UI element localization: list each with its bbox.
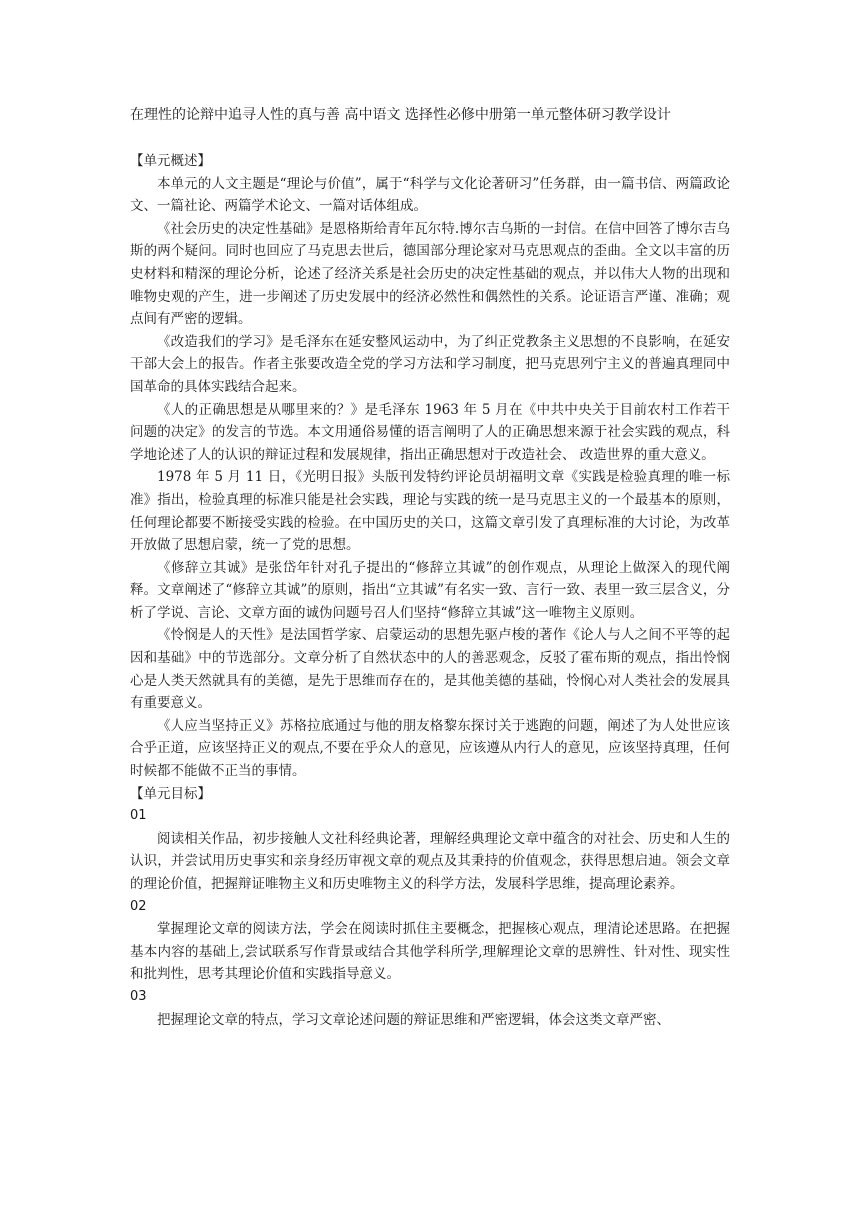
document-title: 在理性的论辩中追寻人性的真与善 高中语文 选择性必修中册第一单元整体研习教学设计	[130, 107, 671, 123]
overview-paragraph: 《人的正确思想是从哪里来的？》是毛泽东 1963 年 5 月在《中共中央关于目前农村工作若干问题的决定》的发言的节选。本文用通俗易懂的语言阐明了人的正确思想来源于社会实践的观点，科学地论述了人的认识的辩证过程和发展规律，指出正确思想对于改造社会、 改造世界的重大意义。	[130, 401, 730, 463]
goal-text: 掌握理论文章的阅读方法，学会在阅读时抓住主要概念，把握核心观点，理清论述思路。在把握基本内容的基础上,尝试联系写作背景或结合其他学科所学,理解理论文章的思辨性、针对性、现实性和批判性，思考其理论价值和实践指导意义。	[130, 921, 730, 983]
overview-paragraph: 《社会历史的决定性基础》是恩格斯给青年瓦尔特.博尔吉乌斯的一封信。在信中回答了博尔吉乌斯的两个疑问。同时也回应了马克思去世后，德国部分理论家对马克思观点的歪曲。全文以丰富的历史材料和精深的理论分析，论述了经济关系是社会历史的决定性基础的观点，并以伟大人物的出现和唯物史观的产生，进一步阐述了历史发展中的经济必然性和偶然性的关系。论证语言严谨、准确；观点间有严密的逻辑。	[130, 220, 730, 328]
goal-text: 阅读相关作品，初步接触人文社科经典论著，理解经典理论文章中蕴含的对社会、历史和人生的认识，并尝试用历史事实和亲身经历审视文章的观点及其秉持的价值观念，获得思想启迪。领会文章的理论价值，把握辩证唯物主义和历史唯物主义的科学方法，发展科学思维，提高理论素养。	[130, 830, 730, 892]
overview-paragraph: 《改造我们的学习》是毛泽东在延安整风运动中，为了纠正党教条主义思想的不良影响，在延安干部大会上的报告。作者主张要改造全党的学习方法和学习制度，把马克思列宁主义的普遍真理同中国革命的具体实践结合起来。	[130, 333, 730, 395]
goal-number: 02	[130, 898, 147, 914]
overview-paragraph: 1978 年 5 月 11 日，《光明日报》头版刊发特约评论员胡福明文章《实践是检验真理的唯一标准》指出，检验真理的标准只能是社会实践，理论与实践的统一是马克思主义的一个最基本的原则，任何理论都要不断接受实践的检验。在中国历史的关口，这篇文章引发了真理标准的大讨论，为改革开放做了思想启蒙，统一了党的思想。	[130, 469, 730, 554]
overview-paragraph: 本单元的人文主题是“理论与价值”，属于“科学与文化论著研习”任务群，由一篇书信、两篇政论文、一篇社论、两篇学术论文、一篇对话体组成。	[130, 175, 730, 215]
goal-number: 03	[130, 988, 147, 1004]
document-body	[130, 150, 730, 1031]
goal-text: 把握理论文章的特点，学习文章论述问题的辩证思维和严密逻辑，体会这类文章严密、	[157, 1011, 670, 1028]
overview-paragraph: 《修辞立其诚》是张岱年针对孔子提出的“修辞立其诚”的创作观点，从理论上做深入的现代阐释。文章阐述了“修辞立其诚”的原则，指出“立其诚”有名实一致、言行一致、表里一致三层含义，分析了学说、言论、文章方面的诚伪问题号召人们坚持“修辞立其诚”这一唯物主义原则。	[130, 559, 730, 621]
overview-paragraph: 《怜悯是人的天性》是法国哲学家、启蒙运动的思想先驱卢梭的著作《论人与人之间不平等的起因和基础》中的节选部分。文章分析了自然状态中的人的善恶观念，反驳了霍布斯的观点，指出怜悯心是人类天然就具有的美德，是先于思维而存在的，是其他美德的基础，怜悯心对人类社会的发展具有重要意义。	[130, 627, 730, 712]
goal-number: 01	[130, 808, 147, 824]
overview-paragraph: 《人应当坚持正义》苏格拉底通过与他的朋友格黎东探讨关于逃跑的问题，阐述了为人处世应该合乎正道，应该坚持正义的观点,不要在乎众人的意见，应该遵从内行人的意见，应该坚持真理，任何时候都不能做不正当的事情。	[130, 717, 730, 780]
goals-heading: 【单元目标】	[130, 785, 211, 802]
overview-heading: 【单元概述】	[130, 153, 211, 169]
